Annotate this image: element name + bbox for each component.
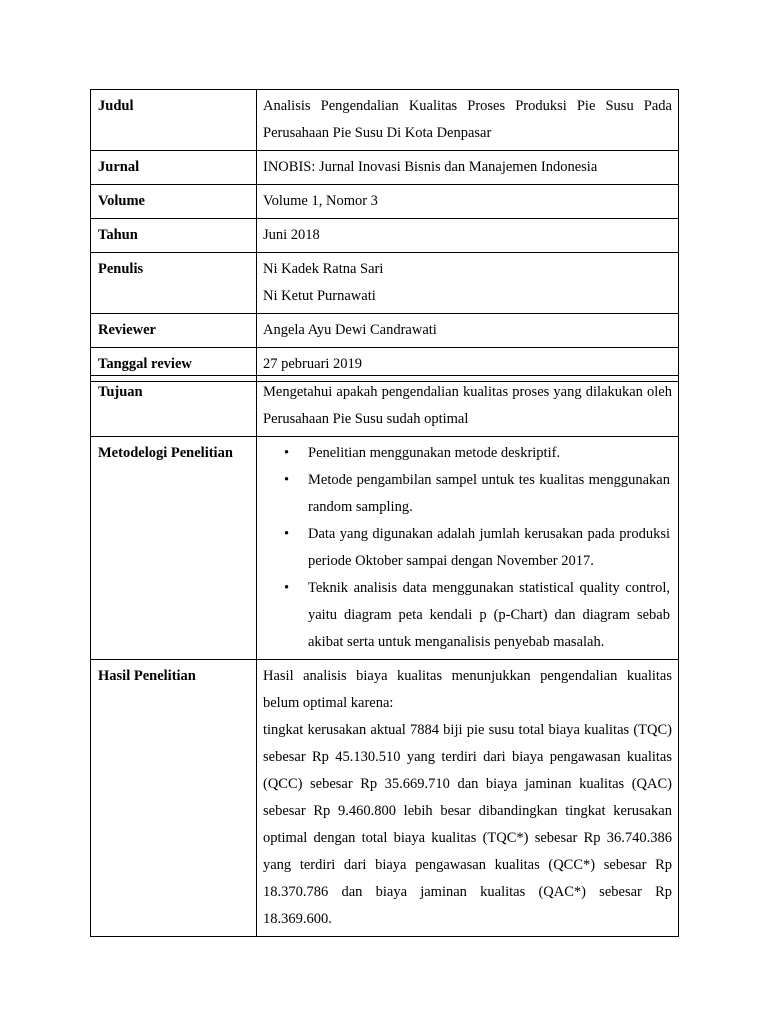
reviewer-value: Angela Ayu Dewi Candrawati <box>257 314 679 348</box>
list-item: • Data yang digunakan adalah jumlah kerusakan pada produksi periode Oktober sampai dengan November 2017. <box>308 521 672 575</box>
tujuan-value: Mengetahui apakah pengendalian kualitas proses yang dilakukan oleh Perusahaan Pie Susu sudah optimal <box>257 376 679 437</box>
hasil-label: Hasil Penelitian <box>91 660 257 937</box>
penulis-label: Penulis <box>91 253 257 314</box>
jurnal-label: Jurnal <box>91 151 257 185</box>
judul-label: Judul <box>91 90 257 151</box>
tahun-label: Tahun <box>91 219 257 253</box>
penulis-name-2: Ni Ketut Purnawati <box>263 288 376 304</box>
hasil-value <box>257 660 679 937</box>
table-row <box>91 219 679 253</box>
tanggal-review-value: 27 pebruari 2019 <box>257 348 679 382</box>
table-row <box>91 253 679 314</box>
tujuan-label: Tujuan <box>91 376 257 437</box>
judul-line-1: Analisis Pengendalian Kualitas Proses Produksi Pie Susu Pada <box>263 98 672 114</box>
jurnal-value: INOBIS: Jurnal Inovasi Bisnis dan Manajemen Indonesia <box>257 151 679 185</box>
list-item: • Teknik analisis data menggunakan statistical quality control, yaitu diagram peta kendali p (p-Chart) dan diagram sebab akibat serta untuk menganalisis penyebab masalah. <box>308 575 672 656</box>
hasil-body: tingkat kerusakan aktual 7884 biji pie susu total biaya kualitas (TQC) sebesar Rp 45.130.510 yang terdiri dari biaya pengawasan kualitas (QCC) sebesar Rp 35.669.710 dan biaya jaminan kualitas (QAC) sebesar Rp 9.460.800 lebih besar dibandingkan tingkat kerusakan optimal dengan total biaya kualitas (TQC*) sebesar Rp 36.740.386 yang terdiri dari biaya pengawasan kualitas (QCC*) sebesar Rp 18.370.786 dan biaya jaminan kualitas (QAC*) sebesar Rp 18.369.600. <box>263 722 672 927</box>
judul-value <box>257 90 679 151</box>
metodologi-label: Metodelogi Penelitian <box>91 437 257 660</box>
table-row <box>91 151 679 185</box>
metodologi-bullet-list <box>263 440 672 656</box>
hasil-intro: Hasil analisis biaya kualitas menunjukkan pengendalian kualitas belum optimal karena: <box>263 668 672 711</box>
tanggal-review-label: Tanggal review <box>91 348 257 382</box>
list-item: • Metode pengambilan sampel untuk tes kualitas menggunakan random sampling. <box>308 467 672 521</box>
table-row <box>91 185 679 219</box>
penulis-name-1: Ni Kadek Ratna Sari <box>263 261 384 277</box>
article-info-table <box>90 89 679 382</box>
table-row <box>91 376 679 437</box>
volume-value: Volume 1, Nomor 3 <box>257 185 679 219</box>
table-row <box>91 314 679 348</box>
judul-line-2: Perusahaan Pie Susu Di Kota Denpasar <box>263 125 492 141</box>
table-row <box>91 660 679 937</box>
reviewer-label: Reviewer <box>91 314 257 348</box>
review-content-table <box>90 375 679 937</box>
table-row <box>91 437 679 660</box>
penulis-value <box>257 253 679 314</box>
volume-label: Volume <box>91 185 257 219</box>
list-item: • Penelitian menggunakan metode deskriptif. <box>308 440 672 467</box>
metodologi-value <box>257 437 679 660</box>
tahun-value: Juni 2018 <box>257 219 679 253</box>
table-row <box>91 90 679 151</box>
